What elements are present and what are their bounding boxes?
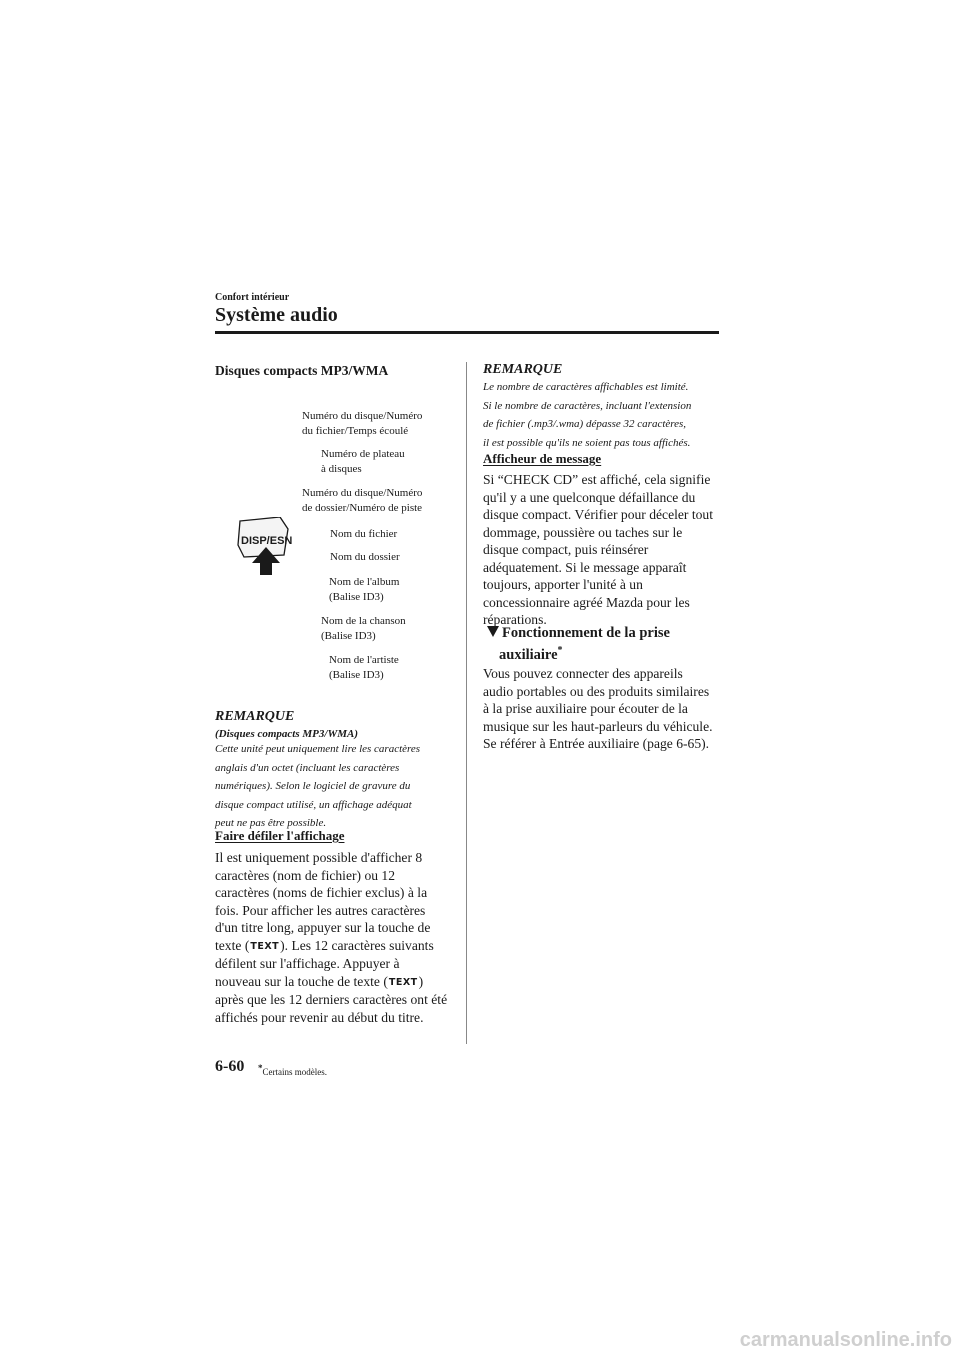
text-key-icon: TEXT [388,976,418,988]
aux-heading: Fonctionnement de la prise auxiliaire* [487,625,670,664]
diagram-item-3: Numéro du disque/Numéro de dossier/Numéro de piste [302,487,423,514]
message-body: Si “CHECK CD” est affiché, cela signifie qu'il y a une quelconque défaillance du disque compact. Vérifier pour déceler tout dommage, poussière ou taches sur le disque compact, puis réinsérer adéquatement. Si le message apparaît toujours, apporter l'unité à un concessionnaire agréé Mazda pour les réparations. [483,472,713,627]
note-subtitle-left: (Disques compacts MP3/WMA) [215,728,358,740]
aux-body: Vous pouvez connecter des appareils audio portables ou des produits similaires à la prise auxiliaire pour écouter de la musique sur les haut-parleurs du véhicule. Se référer à Entrée auxiliaire (page 6-65). [483,666,713,751]
page-title: Système audio [215,304,338,326]
watermark: carmanualsonline.info [739,1329,952,1351]
diagram-item-7: Nom de la chanson (Balise ID3) [321,615,406,642]
disp-button-illustration [236,517,292,577]
scroll-heading: Faire défiler l'affichage [215,828,345,843]
text-key-icon: TEXT [250,940,280,952]
note-body-left: Cette unité peut uniquement lire les caractères anglais d'un octet (incluant les caractères numériques). Selon le logiciel de gravure du disque compact utilisé, un affichage adéquat peut ne pas être possible. [215,743,421,829]
diagram-item-2: Numéro de plateau à disques [321,448,405,475]
disp-esn-label: DISP/ESN [241,535,292,547]
diagram-item-5: Nom du dossier [330,551,400,563]
footer-note: *Certains modèles. [258,1063,327,1077]
note-title-right: REMARQUE [483,362,563,377]
diagram-item-8: Nom de l'artiste (Balise ID3) [329,654,399,681]
diagram-item-4: Nom du fichier [330,528,398,540]
note-body-right: Le nombre de caractères affichables est limité. Si le nombre de caractères, incluant l'extension de fichier (.mp3/.wma) dépasse 32 caractères, il est possible qu'ils ne soient pas tous affichés. [483,381,692,449]
page-number: 6-60 [215,1058,245,1075]
message-heading: Afficheur de message [483,451,602,466]
note-title-left: REMARQUE [215,709,295,724]
diagram-item-6: Nom de l'album (Balise ID3) [329,576,400,603]
header-rule [215,331,719,334]
mp3-heading: Disques compacts MP3/WMA [215,363,389,378]
scroll-body: Il est uniquement possible d'afficher 8 caractères (nom de fichier) ou 12 caractères (noms de fichier exclus) à la fois. Pour afficher les autres caractères d'un titre long, appuyer sur la touche de texte (TEXT). Les 12 caractères suivants défilent sur l'affichage. Appuyer à nouveau sur la touche de texte (TEXT) après que les 12 derniers caractères ont été affichés pour revenir au début du titre. [215,850,448,1025]
section-label: Confort intérieur [215,292,290,303]
column-divider [466,362,467,1044]
diagram-item-1: Numéro du disque/Numéro du fichier/Temps écoulé [302,410,423,437]
triangle-bullet-icon [487,626,499,637]
disp-button-diagram [236,517,292,577]
